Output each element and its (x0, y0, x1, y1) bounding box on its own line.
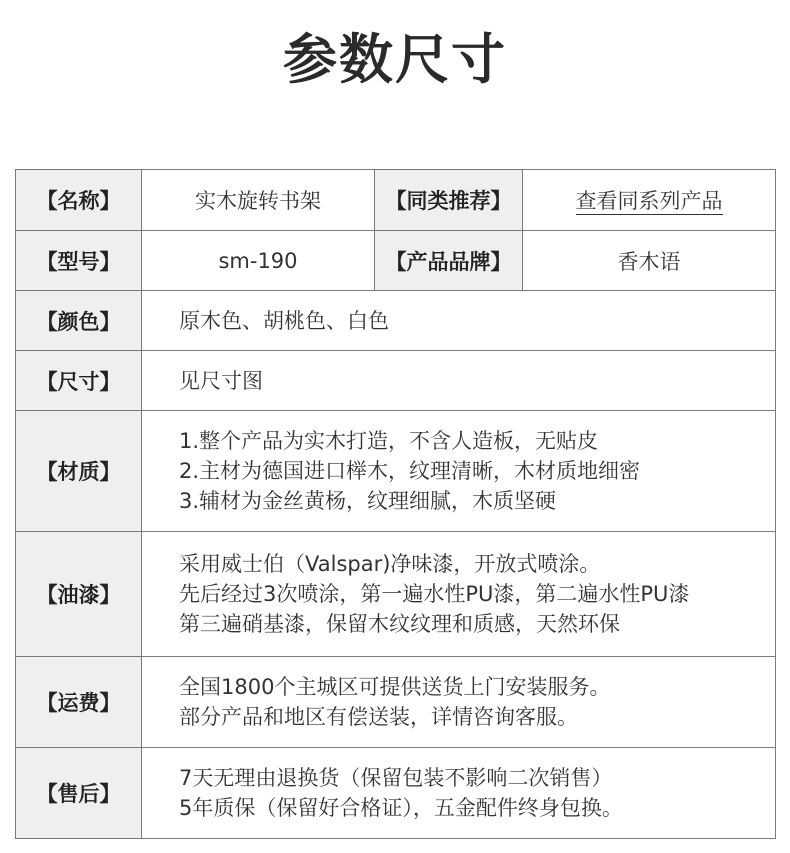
material-label: 【材质】 (16, 411, 142, 532)
size-label: 【尺寸】 (16, 351, 142, 411)
color-label: 【颜色】 (16, 291, 142, 351)
paint-line: 先后经过3次喷涂，第一遍水性PU漆，第二遍水性PU漆 (179, 582, 690, 606)
aftersale-value (142, 748, 776, 839)
row-shipping (16, 657, 776, 748)
spec-table (15, 169, 776, 839)
row-material (16, 411, 776, 532)
paint-label: 【油漆】 (16, 532, 142, 657)
shipping-label: 【运费】 (16, 657, 142, 748)
brand-label: 【产品品牌】 (375, 231, 523, 291)
model-value: sm-190 (142, 231, 375, 291)
material-value (142, 411, 776, 532)
model-label: 【型号】 (16, 231, 142, 291)
similar-label: 【同类推荐】 (375, 170, 523, 231)
paint-value (142, 532, 776, 657)
row-color (16, 291, 776, 351)
row-name (16, 170, 776, 231)
size-value: 见尺寸图 (142, 351, 776, 411)
shipping-line: 全国1800个主城区可提供送货上门安装服务。 (179, 675, 611, 699)
row-size (16, 351, 776, 411)
name-value: 实木旋转书架 (142, 170, 375, 231)
similar-products-link[interactable]: 查看同系列产品 (575, 189, 723, 213)
aftersale-line: 7天无理由退换货（保留包装不影响二次销售） (179, 766, 613, 790)
row-paint (16, 532, 776, 657)
row-aftersale (16, 748, 776, 839)
material-line: 1.整个产品为实木打造，不含人造板，无贴皮 (179, 429, 599, 453)
material-line: 2.主材为德国进口榉木，纹理清晰，木材质地细密 (179, 459, 641, 483)
name-label: 【名称】 (16, 170, 142, 231)
aftersale-line: 5年质保（保留好合格证），五金配件终身包换。 (179, 796, 623, 820)
page-title: 参数尺寸 (283, 28, 507, 91)
brand-value: 香木语 (523, 231, 776, 291)
color-value: 原木色、胡桃色、白色 (142, 291, 776, 351)
paint-line: 第三遍硝基漆，保留木纹纹理和质感，天然环保 (179, 612, 620, 636)
material-line: 3.辅材为金丝黄杨，纹理细腻，木质坚硬 (179, 489, 557, 513)
similar-cell (523, 170, 776, 231)
shipping-value (142, 657, 776, 748)
shipping-line: 部分产品和地区有偿送装，详情咨询客服。 (179, 705, 578, 729)
row-model (16, 231, 776, 291)
paint-line: 采用威士伯（Valspar)净味漆，开放式喷涂。 (179, 552, 601, 576)
aftersale-label: 【售后】 (16, 748, 142, 839)
